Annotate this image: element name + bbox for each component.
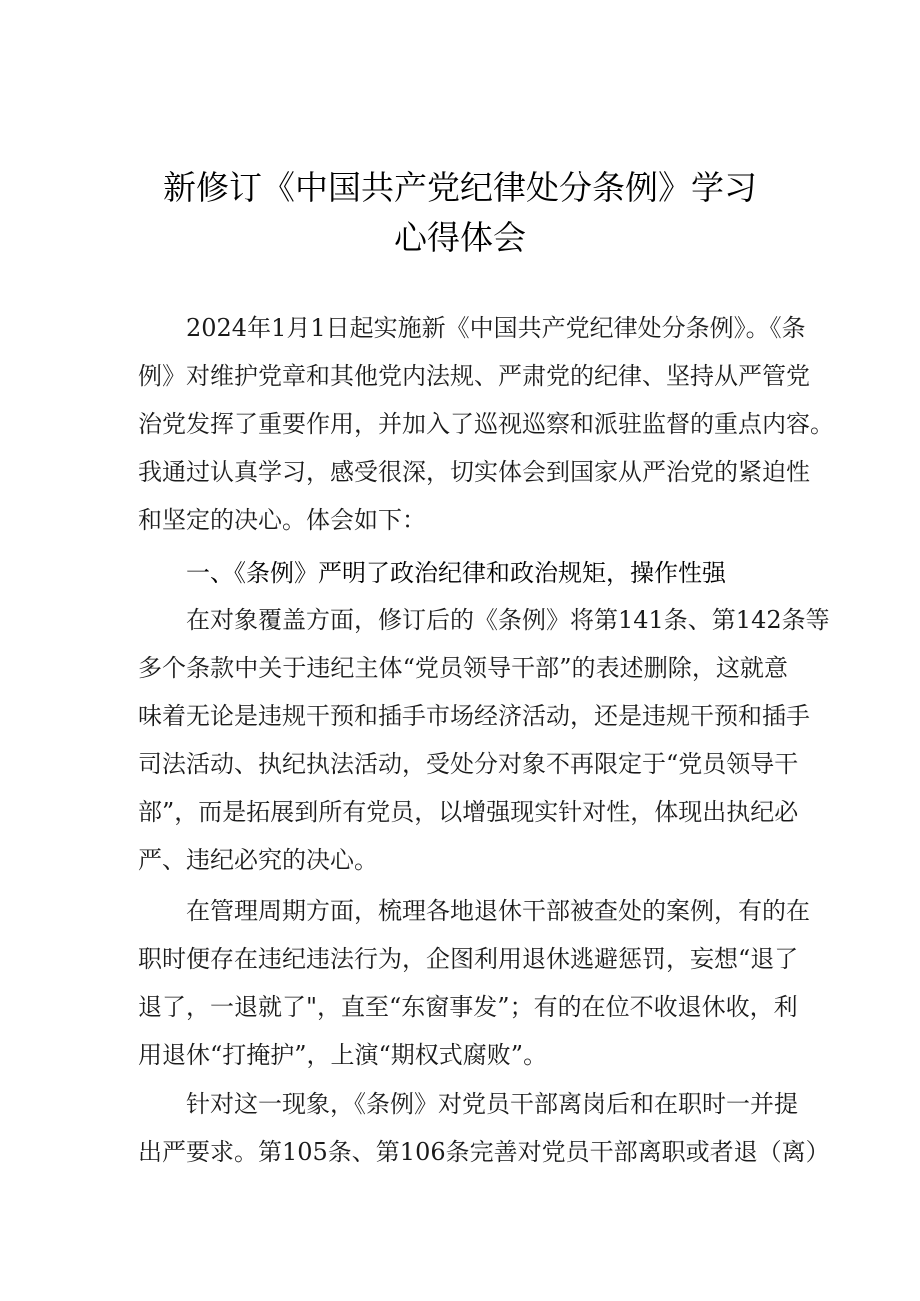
body-paragraph-3 [138,1080,830,1176]
paragraph-line: 例》对维护党章和其他党内法规、严肃党的纪律、坚持从严管党 [138,362,810,390]
paragraph-line: 出严要求。第105条、第106条完善对党员干部离职或者退（离） [138,1138,830,1166]
intro-paragraph [138,304,834,544]
paragraph-line: 针对这一现象，《条例》对党员干部离岗后和在职时一并提 [186,1090,798,1118]
paragraph-line: 我通过认真学习，感受很深，切实体会到国家从严治党的紧迫性 [138,458,810,486]
paragraph-line: 2024年1月1日起实施新《中国共产党纪律处分条例》。《条 [186,314,806,342]
body-paragraph-1 [138,596,830,884]
paragraph-line: 在对象覆盖方面，修订后的《条例》将第141条、第142条等 [186,606,830,634]
document-title-line-1: 新修订《中国共产党纪律处分条例》学习 [163,168,757,207]
paragraph-line: 职时便存在违纪违法行为，企图利用退休逃避惩罚，妄想“退了 [138,945,799,973]
paragraph-line: 和坚定的决心。体会如下： [138,506,426,534]
paragraph-line: 在管理周期方面，梳理各地退休干部被查处的案例，有的在 [186,897,810,925]
document-title-line-2: 心得体会 [394,218,526,257]
paragraph-line: 退了，一退就了"，直至“东窗事发”；有的在位不收退休收，利 [138,993,798,1021]
paragraph-line: 司法活动、执纪执法活动，受处分对象不再限定于“党员领导干 [138,750,799,778]
paragraph-line: 治党发挥了重要作用，并加入了巡视巡察和派驻监督的重点内容。 [138,410,834,438]
body-paragraph-2 [138,887,810,1079]
paragraph-line: 味着无论是违规干预和插手市场经济活动，还是违规干预和插手 [138,702,810,730]
section-heading: 一、《条例》严明了政治纪律和政治规矩，操作性强 [186,559,726,587]
paragraph-line: 严、违纪必究的决心。 [138,846,378,874]
paragraph-line: 用退休“打掩护”，上演“期权式腐败”。 [138,1041,548,1069]
paragraph-line: 部”，而是拓展到所有党员，以增强现实针对性，体现出执纪必 [138,798,799,826]
paragraph-line: 多个条款中关于违纪主体“党员领导干部”的表述删除，这就意 [138,654,788,682]
